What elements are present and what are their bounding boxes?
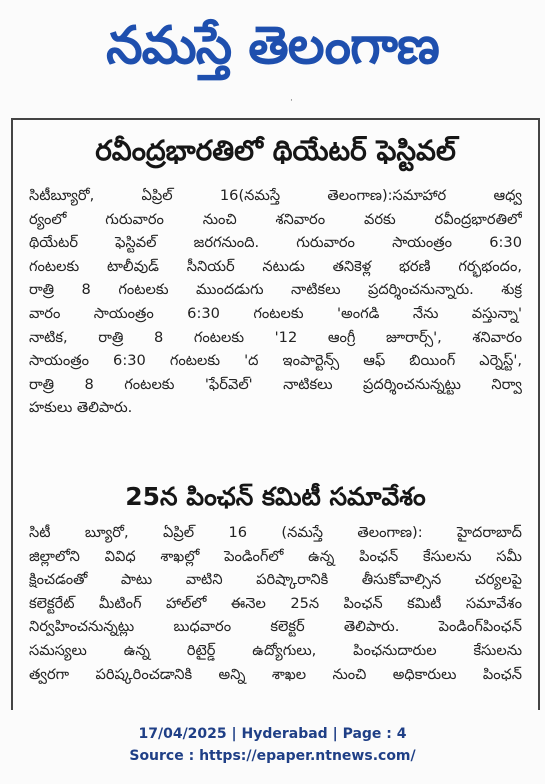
article-2-line: సమస్యలు ఉన్న రిటైర్డ్ ఉద్యోగులు, పింఛనుదారుల కేసులను	[29, 641, 522, 659]
article-2-line: సిటీ బ్యూరో, ఏప్రిల్ 16 (నమస్తే తెలంగాణ): హైదరాబాద్	[29, 524, 522, 541]
news-clipping	[11, 118, 540, 710]
article-2-line: జిల్లాలోని వివిధ శాఖల్లో పెండింగ్‌లో ఉన్న పింఛన్ కేసులను సమీ	[29, 547, 522, 565]
footer-source: Source : https://epaper.ntnews.com/	[129, 748, 416, 764]
masthead-mark: ·	[290, 96, 293, 106]
article-1-line: థియేటర్ ఫెస్టివల్ జరగనుంది. గురువారం సాయంత్రం 6:30	[29, 234, 522, 252]
article-1-line: వారం సాయంత్రం 6:30 గంటలకు 'అంగడి నేను వస్తున్నా'	[29, 304, 522, 322]
article-2-line: త్వరగా పరిష్కరించడానికి అన్ని శాఖల నుంచి అధికారులు పింఛన్	[29, 665, 522, 683]
article-1-line: సాయంత్రం 6:30 గంటలకు 'ద ఇంపార్టెన్స్ ఆఫ్ బియింగ్ ఎర్నెస్ట్',	[29, 352, 522, 370]
article-1-line: రాత్రి 8 గంటలకు ముందడుగు నాటికలు ప్రదర్శించనున్నారు. శుక్ర	[29, 281, 522, 299]
article-2-line: క్షించడంతో పాటు వాటిని పరిష్కారానికి తీసుకోవాల్సిన చర్యలపై	[29, 571, 522, 589]
article-1-headline: రవీంద్రభారతిలో థియేటర్ ఫెస్టివల్	[95, 134, 456, 167]
article-1-line: గంటలకు టాలీవుడ్ సీనియర్ నటుడు తనికెళ్ల భరణి గర్భభందం,	[29, 257, 522, 275]
masthead	[0, 0, 545, 106]
article-1-line: ర్యంలో గురువారం నుంచి శనివారం వరకు రవీంద్రభారతిలో	[29, 210, 522, 228]
article-1-line: నాటిక, రాత్రి 8 గంటలకు '12 ఆంగ్రీ జూరార్స్', శనివారం	[29, 328, 522, 346]
article-2-line: నిర్వహించనున్నట్లు బుధవారం కలెక్టర్ తెలిపారు. పెండింగ్‌పింఛన్	[29, 618, 522, 636]
article-1-body	[29, 184, 522, 420]
newspaper-logo: నమస్తే తెలంగాణ	[106, 16, 439, 76]
article-2-headline: 25న పింఛన్ కమిటీ సమావేశం	[125, 482, 426, 511]
article-1-line: రాత్రి 8 గంటలకు 'ఫేర్‌వెల్' నాటికలు ప్రదర్శించనున్నట్టు నిర్వా	[29, 375, 522, 393]
footer-date-edition: 17/04/2025 | Hyderabad | Page : 4	[138, 726, 407, 742]
article-2-line: కలెక్టరేట్ మీటింగ్ హాల్‌లో ఈనెల 25న పింఛన్ కమిటీ సమావేశం	[29, 594, 522, 612]
article-2-body	[29, 521, 522, 686]
article-1-line: హకులు తెలిపారు.	[29, 399, 133, 417]
article-1-line: సిటీబ్యూరో, ఏప్రిల్ 16(నమస్తే తెలంగాణ):సమాహార ఆధ్వ	[29, 187, 522, 204]
